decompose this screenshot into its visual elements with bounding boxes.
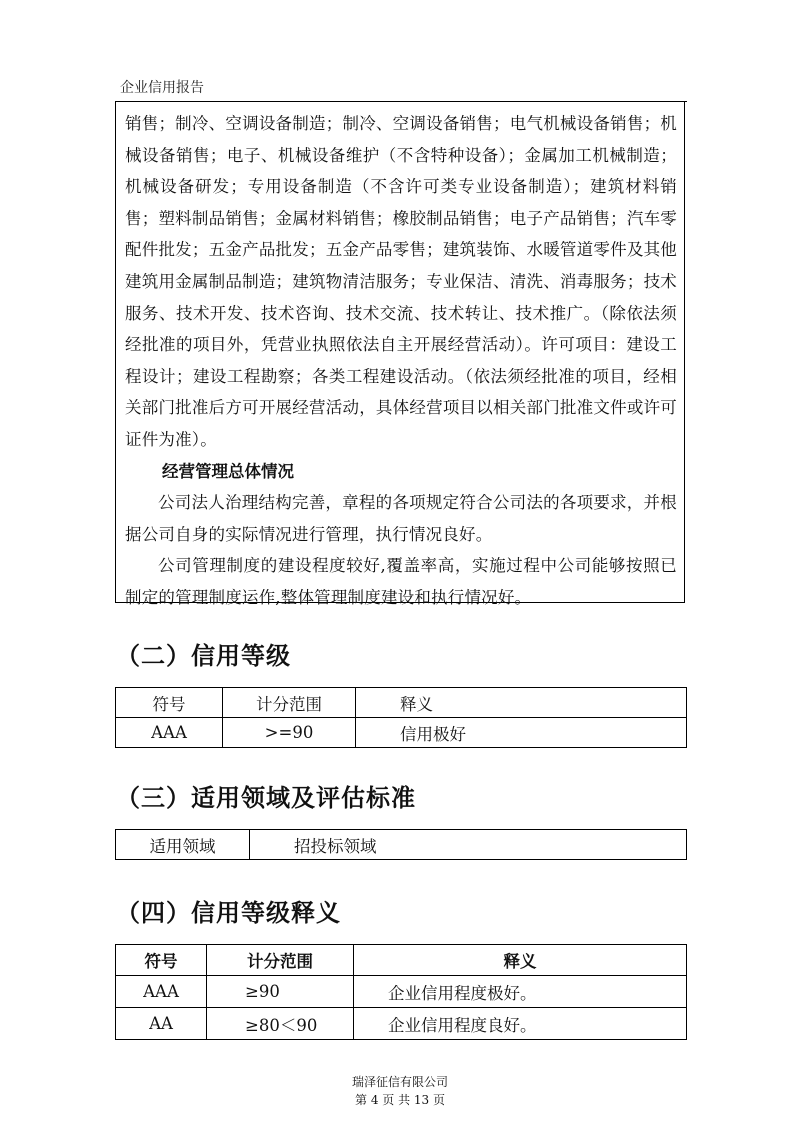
- table-row: [116, 976, 687, 1008]
- header-meaning: 释义: [354, 945, 687, 976]
- section-scope-heading: （三）适用领域及评估标准: [116, 784, 416, 812]
- table-header-row: [116, 688, 687, 718]
- cell-meaning: 企业信用程度良好。: [354, 1008, 687, 1040]
- business-info-content: [125, 108, 677, 614]
- cell-score-range: ≥80＜90: [207, 1008, 354, 1040]
- footer-page-number: 第 4 页 共 13 页: [355, 1093, 445, 1107]
- scope-table: [115, 829, 687, 860]
- report-header-title: 企业信用报告: [120, 80, 204, 96]
- header-symbol: 符号: [116, 688, 223, 718]
- cell-meaning: 信用极好: [356, 718, 687, 748]
- management-paragraph-1: 公司法人治理结构完善，章程的各项规定符合公司法的各项要求，并根据公司自身的实际情况进行管理，执行情况良好。: [125, 493, 677, 544]
- section-credit-definition-heading: （四）信用等级释义: [116, 899, 341, 927]
- scope-value: 招投标领域: [250, 830, 687, 860]
- table-row: [116, 1008, 687, 1040]
- table-header-row: [116, 945, 687, 976]
- header-meaning: 释义: [356, 688, 687, 718]
- table-row: [116, 830, 687, 860]
- cell-meaning: 企业信用程度极好。: [354, 976, 687, 1008]
- business-info-box: [115, 101, 685, 607]
- cell-symbol: AAA: [116, 718, 223, 748]
- header-score-range: 计分范围: [223, 688, 356, 718]
- scope-label: 适用领域: [116, 830, 250, 860]
- management-paragraph-2: 公司管理制度的建设程度较好,覆盖率高，实施过程中公司能够按照已制定的管理制度运作,整体管理制度建设和执行情况好。: [125, 556, 677, 607]
- header-symbol: 符号: [116, 945, 207, 976]
- cell-score-range: ≥90: [207, 976, 354, 1008]
- footer-company-name: 瑞泽征信有限公司: [351, 1075, 448, 1089]
- cell-symbol: AA: [116, 1008, 207, 1040]
- credit-definition-table: [115, 944, 687, 1040]
- table-row: [116, 718, 687, 748]
- credit-level-table: [115, 687, 687, 748]
- header-score-range: 计分范围: [207, 945, 354, 976]
- cell-score-range: >=90: [223, 718, 356, 748]
- cell-symbol: AAA: [116, 976, 207, 1008]
- section-credit-level-heading: （二）信用等级: [116, 642, 291, 670]
- management-heading: 经营管理总体情况: [162, 461, 294, 481]
- business-scope-text: 销售；制冷、空调设备制造；制冷、空调设备销售；电气机械设备销售；机械设备销售；电子、机械设备维护（不含特种设备）；金属加工机械制造；机械设备研发；专用设备制造（不含许可类专业设备制造）；建筑材料销售；塑料制品销售；金属材料销售；橡胶制品销售；电子产品销售；汽车零配件批发；五金产品批发；五金产品零售；建筑装饰、水暖管道零件及其他建筑用金属制品制造；建筑物清洁服务；专业保洁、清洗、消毒服务；技术服务、技术开发、技术咨询、技术交流、技术转让、技术推广。（除依法须经批准的项目外，凭营业执照依法自主开展经营活动）。许可项目：建设工程设计；建设工程勘察；各类工程建设活动。（依法须经批准的项目，经相关部门批准后方可开展经营活动，具体经营项目以相关部门批准文件或许可证件为准）。: [125, 114, 677, 449]
